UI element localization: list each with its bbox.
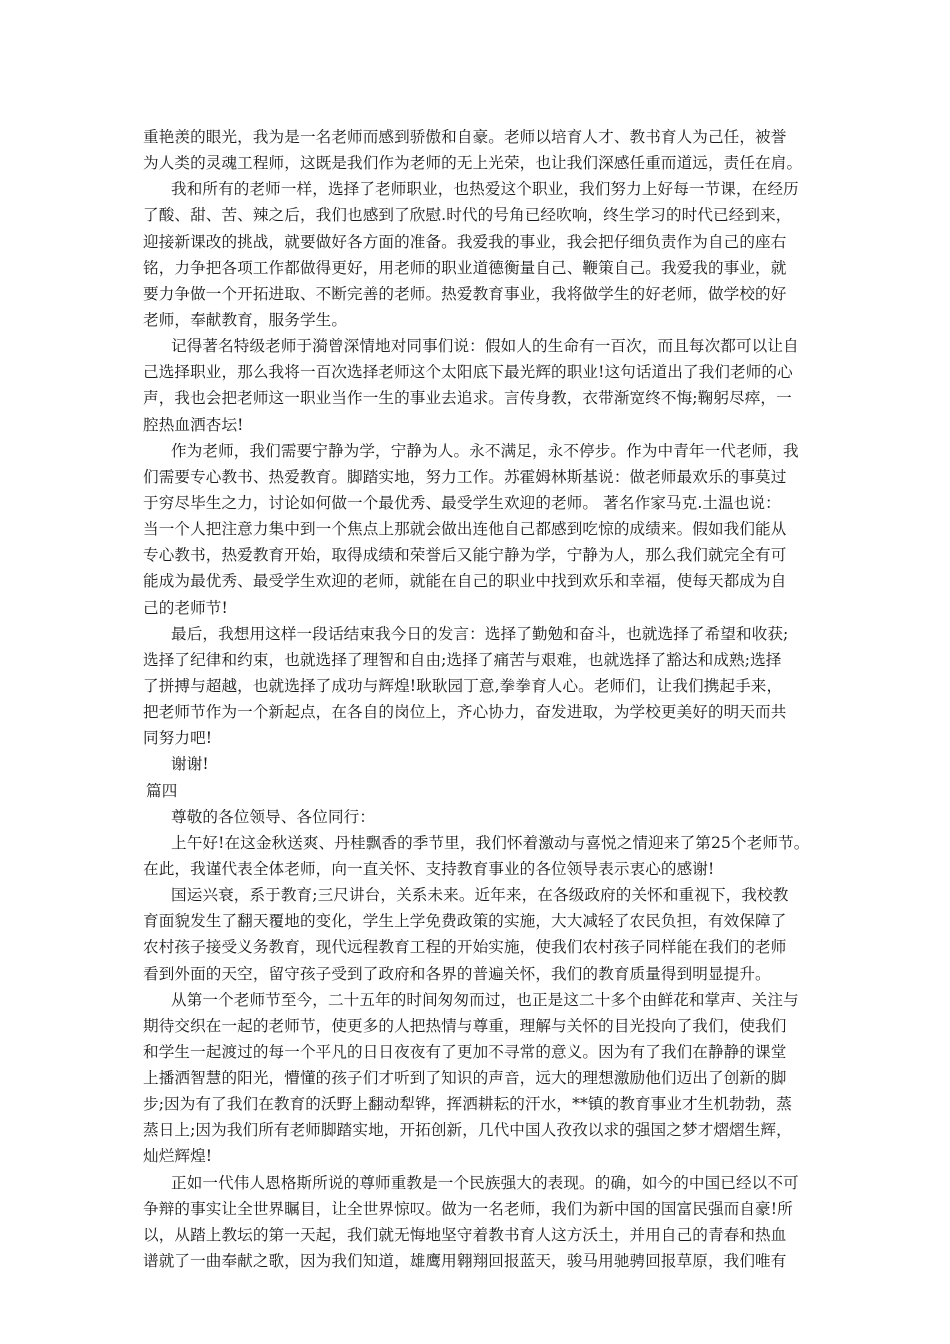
text-line: 蒸日上;因为我们所有老师脚踏实地，开拓创新，几代中国人孜孜以求的强国之梦才熠熠生辉， — [143, 1121, 792, 1140]
text-line: 能成为最优秀、最受学生欢迎的老师，就能在自己的职业中找到欢乐和幸福，使每天都成为自 — [143, 572, 787, 591]
text-line: 了酸、甜、苦、辣之后，我们也感到了欣慰.时代的号角已经吹响，终生学习的时代已经到来， — [143, 206, 792, 225]
text-line: 当一个人把注意力集中到一个焦点上那就会做出连他自己都感到吃惊的成绩来。假如我们能从 — [143, 520, 787, 539]
text-line: 于穷尽毕生之力，讨论如何做一个最优秀、最受学生欢迎的老师。 著名作家马克.土温也说： — [143, 493, 781, 512]
text-line: 期待交织在一起的老师节，使更多的人把热情与尊重，理解与关怀的目光投向了我们，使我们 — [143, 1016, 787, 1035]
text-line: 老师，奉献教育，服务学生。 — [143, 310, 348, 329]
text-line: 看到外面的天空，留守孩子受到了政府和各界的普遍关怀，我们的教育质量得到明显提升。 — [143, 964, 771, 983]
text-line: 们需要专心教书、热爱教育。脚踏实地，努力工作。苏霍姆林斯基说：做老师最欢乐的事莫过 — [143, 467, 787, 486]
text-line: 谢谢! — [171, 755, 209, 774]
text-line: 腔热血洒杏坛! — [143, 415, 244, 434]
text-line: 同努力吧! — [143, 729, 213, 748]
text-line: 铭，力争把各项工作都做得更好，用老师的职业道德衡量自己、鞭策自己。我爱我的事业，就 — [143, 258, 787, 277]
text-line: 育面貌发生了翻天覆地的变化，学生上学免费政策的实施，大大减轻了农民负担，有效保障了 — [143, 912, 787, 931]
text-line: 重艳羡的眼光，我为是一名老师而感到骄傲和自豪。老师以培育人才、教书育人为己任，被誉 — [143, 128, 787, 146]
text-line: 作为老师，我们需要宁静为学，宁静为人。永不满足，永不停步。作为中青年一代老师，我 — [171, 441, 799, 460]
text-line: 上播洒智慧的阳光，懵懂的孩子们才听到了知识的声音，远大的理想激励他们迈出了创新的脚 — [143, 1069, 787, 1088]
text-line: 声，我也会把老师这一职业当作一生的事业去追求。言传身教，衣带渐宽终不悔;鞠躬尽瘁，一 — [143, 389, 792, 408]
text-line: 谱就了一曲奉献之歌，因为我们知道，雄鹰用翱翔回报蓝天，骏马用驰骋回报草原，我们唯有 — [143, 1252, 787, 1271]
text-line: 篇四 — [146, 781, 178, 800]
text-line: 和学生一起渡过的每一个平凡的日日夜夜有了更加不寻常的意义。因为有了我们在静静的课堂 — [143, 1042, 787, 1061]
text-line: 上午好!在这金秋送爽、丹桂飘香的季节里，我们怀着激动与喜悦之情迎来了第25个老师节。 — [171, 833, 810, 852]
text-line: 在此，我谨代表全体老师，向一直关怀、支持教育事业的各位领导表示衷心的感谢! — [143, 859, 715, 878]
text-line: 尊敬的各位领导、各位同行： — [171, 807, 376, 826]
text-line: 农村孩子接受义务教育，现代远程教育工程的开始实施，使我们农村孩子同样能在我们的老师 — [143, 938, 787, 957]
text-line: 灿烂辉煌! — [143, 1147, 213, 1166]
text-line: 为人类的灵魂工程师，这既是我们作为老师的无上光荣，也让我们深感任重而道远，责任在肩。 — [143, 154, 803, 173]
text-line: 最后，我想用这样一段话结束我今日的发言：选择了勤勉和奋斗，也就选择了希望和收获; — [171, 624, 789, 643]
text-line: 我和所有的老师一样，选择了老师职业，也热爱这个职业，我们努力上好每一节课，在经历 — [171, 180, 799, 199]
text-line: 记得著名特级老师于漪曾深情地对同事们说：假如人的生命有一百次，而且每次都可以让自 — [171, 337, 799, 356]
text-line: 步;因为有了我们在教育的沃野上翻动犁铧，挥洒耕耘的汗水，**镇的教育事业才生机勃勃，蒸 — [143, 1095, 792, 1114]
text-line: 要力争做一个开拓进取、不断完善的老师。热爱教育事业，我将做学生的好老师，做学校的好 — [143, 284, 787, 303]
text-line: 己选择职业，那么我将一百次选择老师这个太阳底下最光辉的职业!这句话道出了我们老师的心 — [143, 363, 793, 382]
document-page — [143, 124, 815, 1274]
text-line: 迎接新课改的挑战，就要做好各方面的准备。我爱我的事业，我会把仔细负责作为自己的座右 — [143, 232, 787, 251]
text-line: 己的老师节! — [143, 598, 228, 617]
text-line: 争辩的事实让全世界瞩目，让全世界惊叹。做为一名老师，我们为新中国的国富民强而自豪!所 — [143, 1199, 793, 1218]
text-line: 专心教书，热爱教育开始，取得成绩和荣誉后又能宁静为学，宁静为人，那么我们就完全有可 — [143, 546, 787, 565]
text-line: 把老师节作为一个新起点，在各自的岗位上，齐心协力，奋发进取，为学校更美好的明天而共 — [143, 703, 787, 722]
text-line: 以，从踏上教坛的第一天起，我们就无悔地坚守着教书育人这方沃土，并用自己的青春和热血 — [143, 1225, 787, 1244]
text-line: 正如一代伟人恩格斯所说的尊师重教是一个民族强大的表现。的确，如今的中国已经以不可 — [171, 1173, 799, 1192]
text-line: 国运兴衰，系于教育;三尺讲台，关系未来。近年来，在各级政府的关怀和重视下，我校教 — [171, 886, 789, 905]
text-line: 从第一个老师节至今，二十五年的时间匆匆而过，也正是这二十多个由鲜花和掌声、关注与 — [171, 990, 799, 1009]
text-line: 了拼搏与超越，也就选择了成功与辉煌!耿耿园丁意,拳拳育人心。老师们，让我们携起手来， — [143, 676, 783, 695]
text-line: 选择了纪律和约束，也就选择了理智和自由;选择了痛苦与艰难，也就选择了豁达和成熟;选择 — [143, 650, 782, 669]
